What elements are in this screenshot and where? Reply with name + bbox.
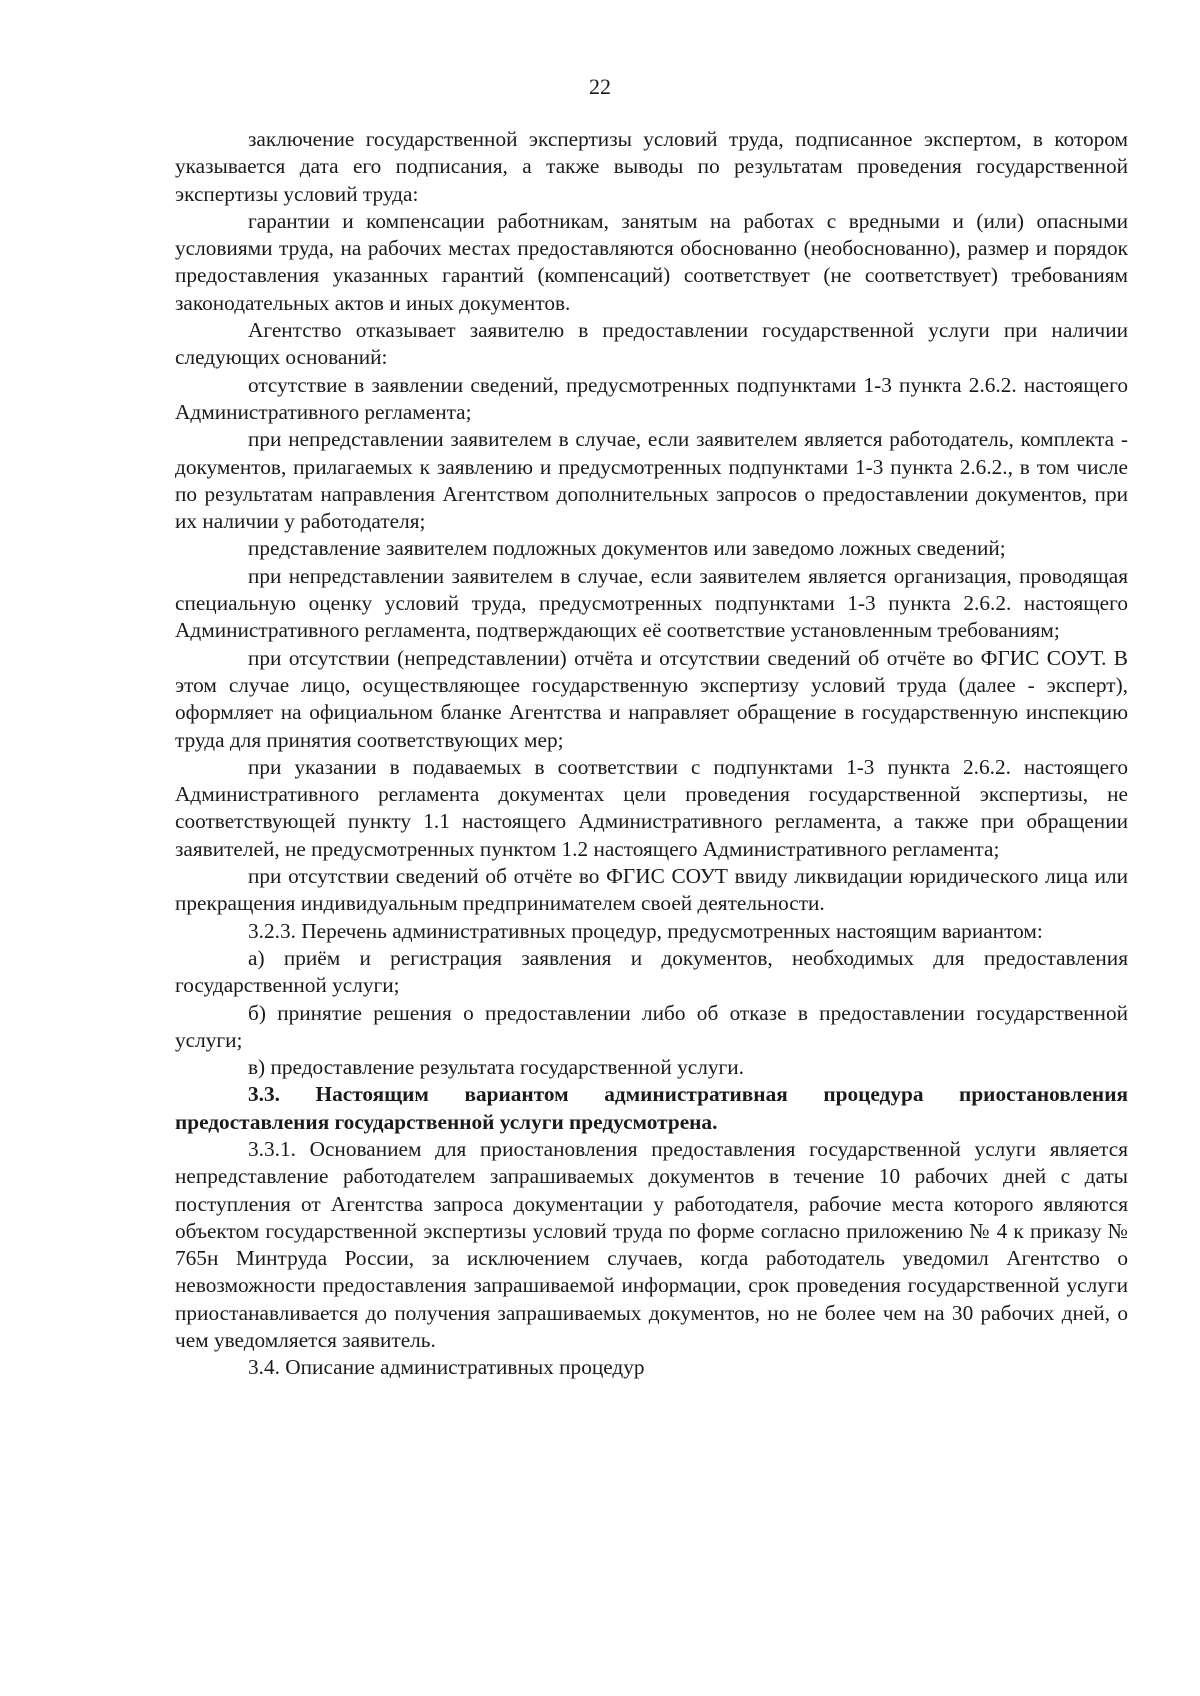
document-body [175, 126, 1128, 1382]
paragraph: при непредставлении заявителем в случае, если заявителем является организация, проводящая специальную оценку условий труда, предусмотренных подпунктами 1-3 пункта 2.6.2. настоящего Административного регламента, подтверждающих её соответствие установленным требованиям; [175, 563, 1128, 643]
page-number: 22 [589, 74, 611, 99]
section-heading: 3.3. Настоящим вариантом административная процедура приостановления предоставления государственной услуги предусмотрена. [175, 1082, 1128, 1134]
paragraph: при указании в подаваемых в соответствии с подпунктами 1-3 пункта 2.6.2. настоящего Административного регламента документах цели проведения государственной экспертизы, не соответствующей пункту 1.1 настоящего Административного регламента, а также при обращении заявителей, не предусмотренных пунктом 1.2 настоящего Административного регламента; [175, 754, 1128, 861]
paragraph: при отсутствии (непредставлении) отчёта и отсутствии сведений об отчёте во ФГИС СОУТ. В этом случае лицо, осуществляющее государственную экспертизу условий труда (далее - эксперт), оформляет на официальном бланке Агентства и направляет обращение в государственную инспекцию труда для принятия соответствующих мер; [175, 645, 1128, 752]
paragraph: при непредставлении заявителем в случае, если заявителем является работодатель, комплекта - документов, прилагаемых к заявлению и предусмотренных подпунктами 1-3 пункта 2.6.2., в том числе по результатам направления Агентством дополнительных запросов о предоставлении документов, при их наличии у работодателя; [175, 427, 1128, 534]
paragraph: при отсутствии сведений об отчёте во ФГИС СОУТ ввиду ликвидации юридического лица или прекращения индивидуальным предпринимателем своей деятельности. [175, 864, 1128, 916]
list-item: а) приём и регистрация заявления и документов, необходимых для предоставления государственной услуги; [175, 945, 1128, 998]
subsection-heading: 3.4. Описание административных процедур [248, 1355, 645, 1380]
paragraph: 3.2.3. Перечень административных процедур, предусмотренных настоящим вариантом: [248, 918, 1043, 943]
paragraph: отсутствие в заявлении сведений, предусмотренных подпунктами 1-3 пункта 2.6.2. настоящего Административного регламента; [175, 372, 1128, 424]
paragraph: гарантии и компенсации работникам, занятым на работах с вредными и (или) опасными условиями труда, на рабочих местах предоставляются обоснованно (необоснованно), размер и порядок предоставления указанных гарантий (компенсаций) соответствует (не соответствует) требованиям законодательных актов и иных документов. [175, 208, 1128, 315]
paragraph: 3.3.1. Основанием для приостановления предоставления государственной услуги является непредставление работодателем запрашиваемых документов в течение 10 рабочих дней с даты поступления от Агентства запроса документации у работодателя, рабочие места которого являются объектом государственной экспертизы условий труда по форме согласно приложению № 4 к приказу № 765н Минтруда России, за исключением случаев, когда работодатель уведомил Агентство о невозможности предоставления запрашиваемой информации, срок проведения государственной услуги приостанавливается до получения запрашиваемых документов, но не более чем на 30 рабочих дней, о чем уведомляется заявитель. [175, 1136, 1128, 1353]
list-item: б) принятие решения о предоставлении либо об отказе в предоставлении государственной услуги; [175, 1000, 1128, 1052]
paragraph: Агентство отказывает заявителю в предоставлении государственной услуги при наличии следующих оснований: [175, 318, 1128, 370]
list-item: в) предоставление результата государственной услуги. [248, 1055, 744, 1080]
paragraph: заключение государственной экспертизы условий труда, подписанное экспертом, в котором указывается дата его подписания, а также выводы по результатам проведения государственной экспертизы условий труда: [175, 127, 1128, 206]
paragraph: представление заявителем подложных документов или заведомо ложных сведений; [248, 536, 1006, 561]
